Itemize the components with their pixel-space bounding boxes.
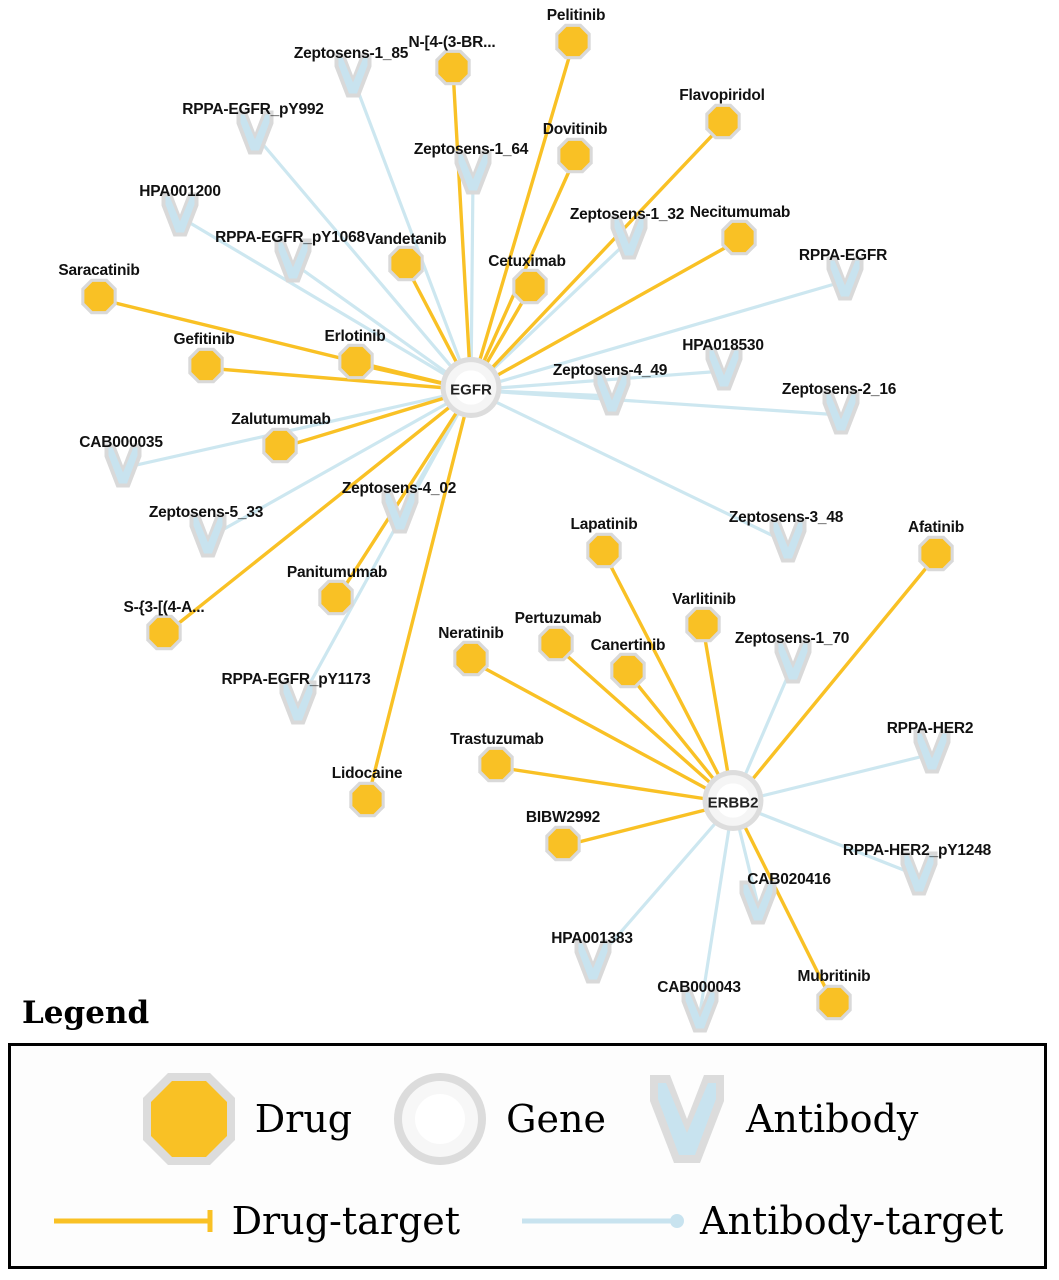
drug-label: Panitumumab	[286, 564, 388, 581]
legend-label-drug-target: Drug-target	[231, 1199, 461, 1243]
drug-label: Lapatinib	[570, 516, 638, 533]
gene-label-erbb2: ERBB2	[707, 794, 759, 812]
antibody-label: Zeptosens-1_64	[413, 141, 529, 158]
drug-label: Afatinib	[907, 519, 965, 536]
antibody-icon	[642, 1067, 732, 1171]
drug-edge-icon	[52, 1206, 222, 1236]
drug-node[interactable]	[608, 651, 648, 696]
legend-title: Legend	[22, 995, 150, 1031]
legend-item-antibody-target	[520, 1199, 1003, 1243]
drug-label: Pelitinib	[546, 7, 606, 24]
drug-node[interactable]	[347, 780, 387, 825]
drug-label: Mubritinib	[797, 968, 871, 985]
drug-label: N-[4-(3-BR...	[408, 34, 496, 51]
legend-label-antibody-target: Antibody-target	[700, 1199, 1004, 1243]
antibody-label: Zeptosens-5_33	[148, 504, 264, 521]
antibody-label: Zeptosens-2_16	[781, 381, 897, 398]
drug-label: Zalutumumab	[231, 411, 331, 428]
drug-label: S-{3-[(4-A...	[123, 599, 205, 616]
antibody-label: HPA018530	[682, 337, 764, 354]
drug-node[interactable]	[553, 22, 593, 67]
drug-label: Vandetanib	[365, 231, 447, 248]
antibody-label: Zeptosens-1_32	[569, 206, 685, 223]
gene-label-egfr: EGFR	[450, 381, 492, 399]
antibody-label: RPPA-EGFR_pY1173	[221, 671, 371, 688]
gene-icon	[388, 1067, 492, 1171]
drug-label: Trastuzumab	[450, 731, 544, 748]
antibody-label: Zeptosens-4_02	[341, 480, 457, 497]
antibody-label: Zeptosens-1_70	[734, 630, 850, 647]
legend-item-drug-target	[52, 1199, 460, 1243]
drug-label: Neratinib	[438, 625, 504, 642]
drug-label: Saracatinib	[58, 262, 140, 279]
drug-node[interactable]	[719, 218, 759, 263]
drug-label: Necitumumab	[689, 204, 791, 221]
drug-label: Flavopiridol	[679, 87, 765, 104]
drug-node[interactable]	[683, 605, 723, 650]
drug-label: Gefitinib	[173, 331, 235, 348]
antibody-label: Zeptosens-1_85	[293, 45, 409, 62]
antibody-label: RPPA-HER2_pY1248	[842, 842, 992, 859]
antibody-label: Zeptosens-4_49	[552, 362, 668, 379]
legend-node-types	[11, 1064, 1044, 1174]
drug-node[interactable]	[510, 267, 550, 312]
antibody-label: RPPA-EGFR	[798, 247, 888, 264]
drug-node[interactable]	[543, 824, 583, 869]
legend-label-antibody: Antibody	[745, 1097, 919, 1141]
antibody-label: Zeptosens-3_48	[728, 509, 844, 526]
legend-label-drug: Drug	[254, 1097, 353, 1141]
drug-node[interactable]	[451, 639, 491, 684]
drug-node[interactable]	[814, 983, 854, 1028]
antibody-label: RPPA-EGFR_pY992	[182, 101, 324, 118]
drug-node[interactable]	[916, 534, 956, 579]
drug-node[interactable]	[316, 578, 356, 623]
drug-label: Erlotinib	[324, 328, 386, 345]
legend-item-antibody	[642, 1067, 918, 1171]
antibody-label: HPA001383	[551, 930, 633, 947]
antibody-label: CAB020416	[747, 871, 831, 888]
legend-edge-types	[11, 1186, 1044, 1256]
drug-node[interactable]	[144, 613, 184, 658]
drug-node[interactable]	[336, 342, 376, 387]
legend-box	[8, 1043, 1047, 1269]
drug-label: Cetuximab	[488, 253, 566, 270]
antibody-label: CAB000043	[657, 979, 741, 996]
drug-label: Canertinib	[590, 637, 666, 654]
drug-label: Pertuzumab	[514, 610, 602, 627]
drug-node[interactable]	[260, 426, 300, 471]
antibody-label: CAB000035	[79, 434, 163, 451]
legend-item-gene	[388, 1067, 606, 1171]
drug-node[interactable]	[79, 277, 119, 322]
antibody-label: HPA001200	[139, 183, 221, 200]
drug-label: Dovitinib	[542, 121, 608, 138]
drug-node[interactable]	[555, 136, 595, 181]
drug-node[interactable]	[433, 48, 473, 93]
antibody-edge-icon	[520, 1206, 690, 1236]
drug-node[interactable]	[703, 102, 743, 147]
drug-label: Varlitinib	[672, 591, 736, 608]
drug-label: BIBW2992	[525, 809, 601, 826]
drug-node[interactable]	[584, 531, 624, 576]
drug-node[interactable]	[476, 745, 516, 790]
drug-node[interactable]	[536, 624, 576, 669]
antibody-label: RPPA-HER2	[886, 720, 974, 737]
drug-icon	[137, 1067, 241, 1171]
legend-item-drug	[137, 1067, 352, 1171]
drug-label: Lidocaine	[331, 765, 403, 782]
drug-node[interactable]	[386, 244, 426, 289]
drug-node[interactable]	[186, 346, 226, 391]
antibody-label: RPPA-EGFR_pY1068	[215, 229, 365, 246]
legend-label-gene: Gene	[506, 1097, 606, 1141]
